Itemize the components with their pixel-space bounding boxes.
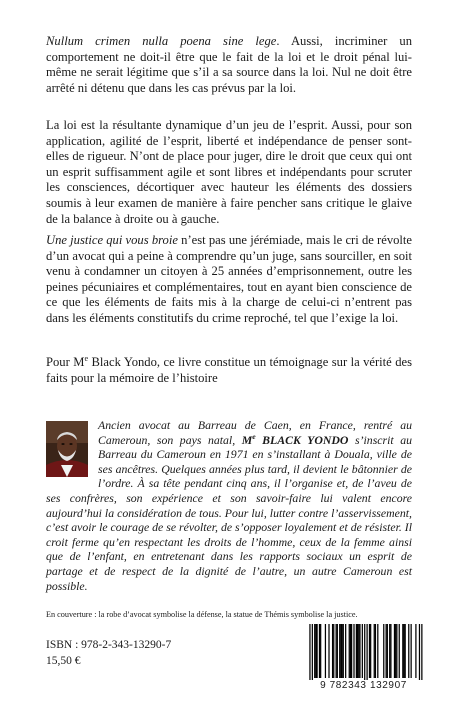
barcode-bar (325, 624, 326, 678)
barcode-bar (356, 624, 357, 678)
barcode-bar (396, 624, 397, 678)
barcode-bar (394, 624, 395, 678)
barcode-bar (319, 624, 320, 678)
barcode-bar (370, 624, 371, 678)
barcode-bar (337, 624, 338, 678)
barcode-bar (375, 624, 376, 678)
author-bio (46, 418, 412, 593)
author-portrait-icon (46, 421, 88, 477)
barcode-bar (336, 624, 337, 678)
barcode-bar (349, 624, 350, 678)
barcode-number: 9 782343 132907 (301, 680, 426, 692)
barcode-bar (350, 624, 351, 678)
barcode-bar (343, 624, 344, 678)
barcode-bar (366, 624, 367, 682)
barcode-bar (315, 624, 316, 678)
cover-caption: En couverture : la robe d’avocat symbolise la défense, la statue de Thémis symbolise la justice. (46, 610, 358, 619)
barcode-bar (395, 624, 396, 678)
paragraph-4 (46, 355, 412, 386)
book-title-mention: Une justice qui vous broie (46, 233, 178, 247)
barcode-bar (377, 624, 378, 678)
superscript: e (84, 353, 89, 363)
latin-maxim: Nullum crimen nulla poena sine lege (46, 34, 277, 48)
paragraph-1-text: . Aussi, incriminer un comportement ne doit-il être que le fait de la loi et le droit pénal lui-même ne serait légitime que s’il a sa source dans la loi. Nul ne doit être arrêté ni détenu que dans les cas prévus par la loi. (46, 34, 412, 95)
barcode-bar (345, 624, 346, 678)
barcode-bar (341, 624, 342, 678)
barcode-bar (402, 624, 403, 678)
paragraph-3-text: n’est pas une jérémiade, mais le cri de révolte d’un avocat qui a peine à comprendre qu’un juge, sans sourciller, en soit venu à condamner un citoyen à 25 années d’emprisonnement, outre les peines pécuniaires et complémentaires, tout en ayant bien conscience de ce que les éléments de faits mis à la charge de celui-ci n’entrent pas dans les éléments constitutifs du crime reproché, tel que l’exige la loi. (46, 233, 412, 325)
barcode-bar (320, 624, 321, 678)
bio-text-start: Ancien avocat au Barreau de Caen, en France, rentré au Cameroun, son pays natal, (98, 418, 412, 447)
paragraph-4-start: Pour M (46, 355, 85, 369)
barcode-bar (390, 624, 391, 678)
barcode-bar (399, 624, 400, 678)
barcode-bar (316, 624, 317, 678)
barcode-bar (358, 624, 359, 678)
barcode-bar (364, 624, 365, 682)
barcode-bar (362, 624, 363, 678)
author-name (242, 433, 349, 447)
barcode-bar (389, 624, 390, 678)
barcode-bar (333, 624, 334, 678)
barcode-bar (415, 624, 416, 678)
paragraph-1 (46, 34, 412, 96)
barcode-bar (328, 624, 329, 678)
barcode-bar (357, 624, 358, 678)
barcode-bar (383, 624, 384, 678)
barcode-bar (359, 624, 360, 678)
barcode-bar (340, 624, 341, 678)
barcode-bar (403, 624, 404, 678)
barcode-bar (408, 624, 409, 678)
barcode-bar (312, 624, 313, 682)
barcode-bar (386, 624, 387, 678)
barcode-bar (419, 624, 420, 682)
author-title-superscript: e (252, 431, 256, 441)
barcode-bar (421, 624, 422, 682)
barcode-bar (369, 624, 370, 678)
isbn: ISBN : 978-2-343-13290-7 (46, 639, 172, 651)
barcode-bar (387, 624, 388, 678)
paragraph-3 (46, 233, 412, 327)
author-surname: BLACK YONDO (255, 432, 349, 447)
barcode-bar (351, 624, 352, 678)
bio-text-end: s’inscrit au Barreau du Cameroun en 1971 en s’installant à Douala, ville de ses ancêtres. Quelques années plus tard, il devient le bâtonnier de l’ordre. À sa tête pendant cinq ans, il l’organise et, de l’aveu de ses confrères, son expérience et son savoir-faire lui valent encore aujourd’hui la considération de tous. Pour lui, lutter contre l’asservissement, c’est avoir le courage de se révolter, de s’opposer loyalement et de résister. Il croit ferme qu’en respectant les droits de l’homme, ceux de la femme ainsi que de l’enfant, en entretenant dans les rapports sociaux un esprit de partage et de respect de la dignité de l’autre, un autre Cameroun est possible. (46, 432, 413, 593)
barcode-bar (405, 624, 406, 678)
price: 15,50 € (46, 655, 81, 667)
barcode-bar (339, 624, 340, 678)
author-title: M (241, 432, 253, 447)
barcode-bar (374, 624, 375, 678)
barcode-bar (411, 624, 412, 678)
barcode-bar (309, 624, 310, 682)
barcode-bar (314, 624, 315, 678)
paragraph-2: La loi est la résultante dynamique d’un jeu de l’esprit. Aussi, pour son application, agilité de l’esprit, liberté et indépendance de penser sont-elles de rigueur. N’ont de place pour juger, dire le droit que ceux qui ont un esprit suffisamment agile et sont libres et indépendants pour scruter les consciences, décortiquer avec hauteur les éléments des dossiers soumis à leur examen de manière à faire pencher sans critique le glaive de la balance à droite ou à gauche. (46, 118, 412, 226)
barcode-bar (353, 624, 354, 678)
barcode-bar (332, 624, 333, 678)
paragraph-4-end: Black Yondo, ce livre constitue un témoignage sur la vérité des faits pour la mémoire de l’histoire (46, 355, 413, 385)
